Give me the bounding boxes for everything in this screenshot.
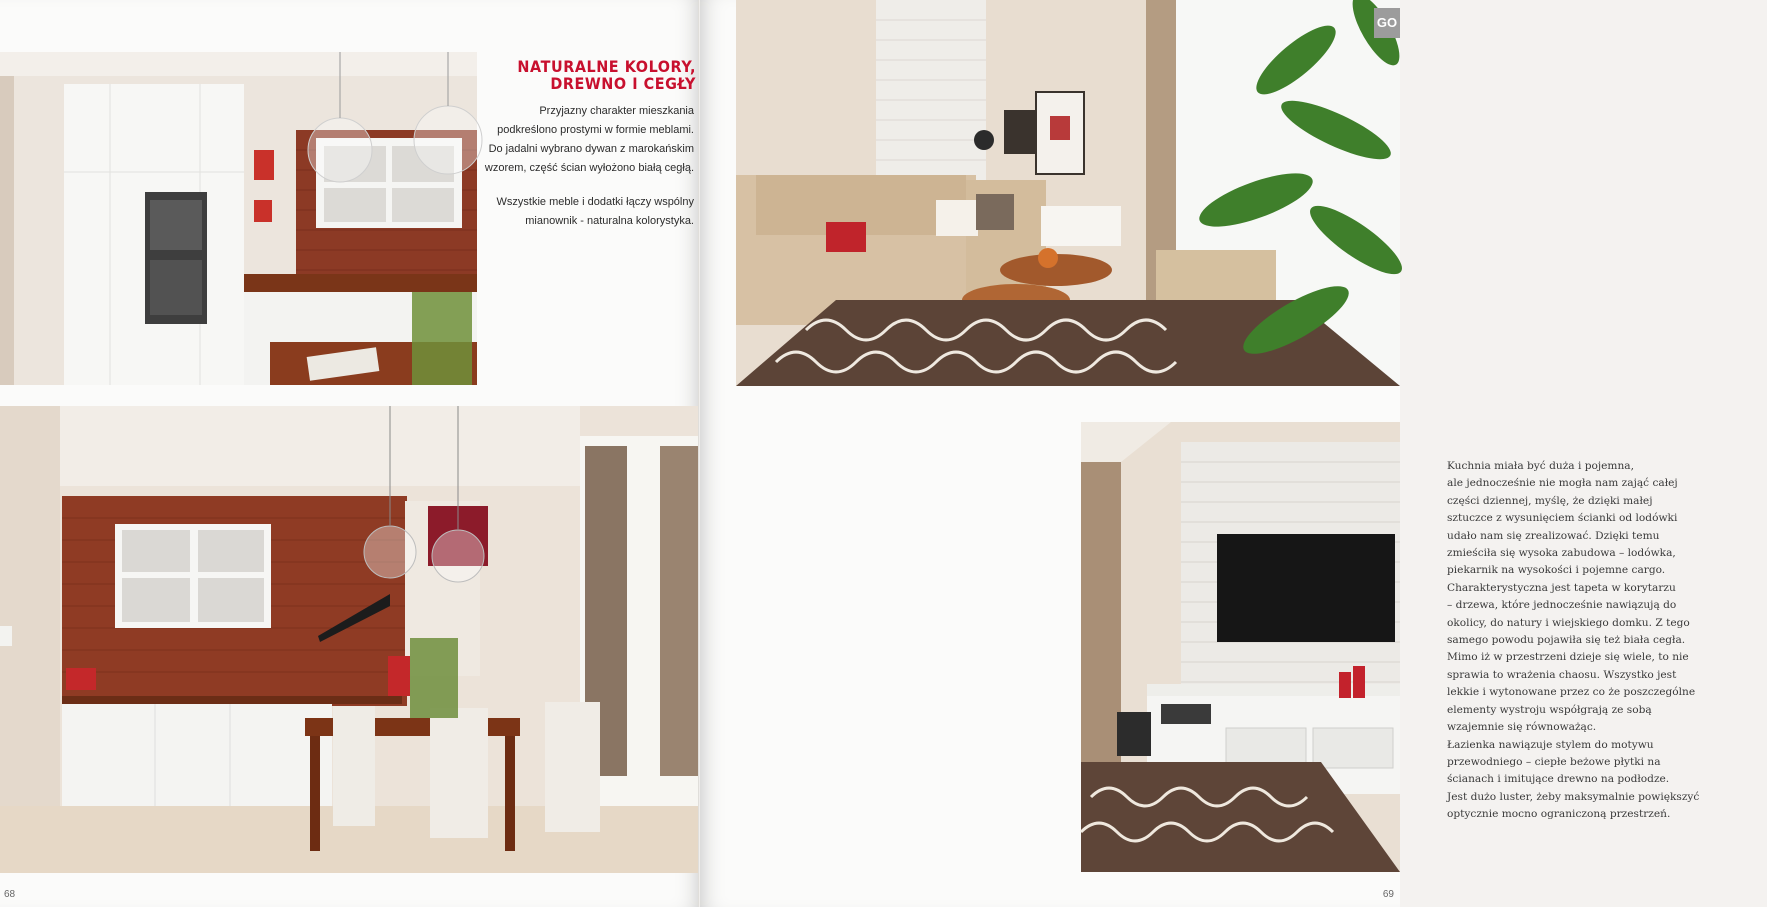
body-line: zmieściła się wysoka zabudowa – lodówka, (1447, 547, 1676, 560)
kitchen-photo (0, 52, 477, 385)
body-line: wzajemnie się równoważąc. (1447, 721, 1597, 734)
magazine-logo-tab: GO (1374, 8, 1400, 38)
living-room-photo (736, 0, 1400, 386)
intro-paragraph-1: Przyjazny charakter mieszkania podkreślono prostymi w formie meblami. Do jadalni wybrano dywan z marokańskim wzorem, część ścian wyłożono białą cegłą. (484, 105, 694, 174)
intro-text (484, 102, 694, 246)
dining-photo (0, 406, 700, 873)
left-page (0, 0, 700, 907)
page-number-right: 69 (1382, 889, 1394, 900)
body-line: przewodniego – ciepłe beżowe płytki na (1447, 755, 1661, 768)
body-line: ale jednocześnie nie mogła nam zająć całej (1447, 477, 1678, 490)
tv-wall-photo (1081, 422, 1400, 872)
headline-line-2: DREWNO I CEGŁY (550, 74, 696, 93)
body-line: udało nam się zrealizować. Dzięki temu (1447, 529, 1660, 542)
body-line: Mimo iż w przestrzeni dzieje się wiele, to nie (1447, 651, 1689, 664)
body-line: – drzewa, które jednocześnie nawiązują do (1447, 599, 1677, 612)
page-number-left: 68 (4, 889, 16, 900)
body-line: Łazienka nawiązuje stylem do motywu (1447, 738, 1654, 751)
body-line: samego powodu pojawiła się też biała cegła. (1447, 634, 1686, 647)
body-line: elementy wystroju współgrają ze sobą (1447, 703, 1652, 716)
body-line: sprawia to wrażenia chaosu. Wszystko jest (1447, 668, 1677, 681)
body-line: ścianach i imitujące drewno na podłodze. (1447, 773, 1670, 786)
body-line: okolicy, do natury i wiejskiego domku. Z tego (1447, 616, 1690, 629)
body-line: optycznie mocno ograniczoną przestrzeń. (1447, 808, 1671, 821)
body-line: części dziennej, myślę, że dzięki małej (1447, 494, 1653, 507)
body-line: sztuczce z wysunięciem ścianki od lodówki (1447, 512, 1678, 525)
headline-line-1: NATURALNE KOLORY, (517, 57, 696, 76)
body-line: piekarnik na wysokości i pojemne cargo. (1447, 564, 1666, 577)
right-page (700, 0, 1700, 907)
body-line: Kuchnia miała być duża i pojemna, (1447, 460, 1634, 472)
body-line: Charakterystyczna jest tapeta w korytarzu (1447, 581, 1676, 594)
article-body (1447, 458, 1767, 824)
body-line: lekkie i wytonowane przez co że poszczególne (1447, 686, 1696, 699)
intro-paragraph-2: Wszystkie meble i dodatki łączy wspólny mianownik - naturalna kolorystyka. (496, 196, 694, 227)
body-line: Jest dużo luster, żeby maksymalnie powiększyć (1447, 790, 1700, 803)
article-headline (512, 58, 696, 92)
